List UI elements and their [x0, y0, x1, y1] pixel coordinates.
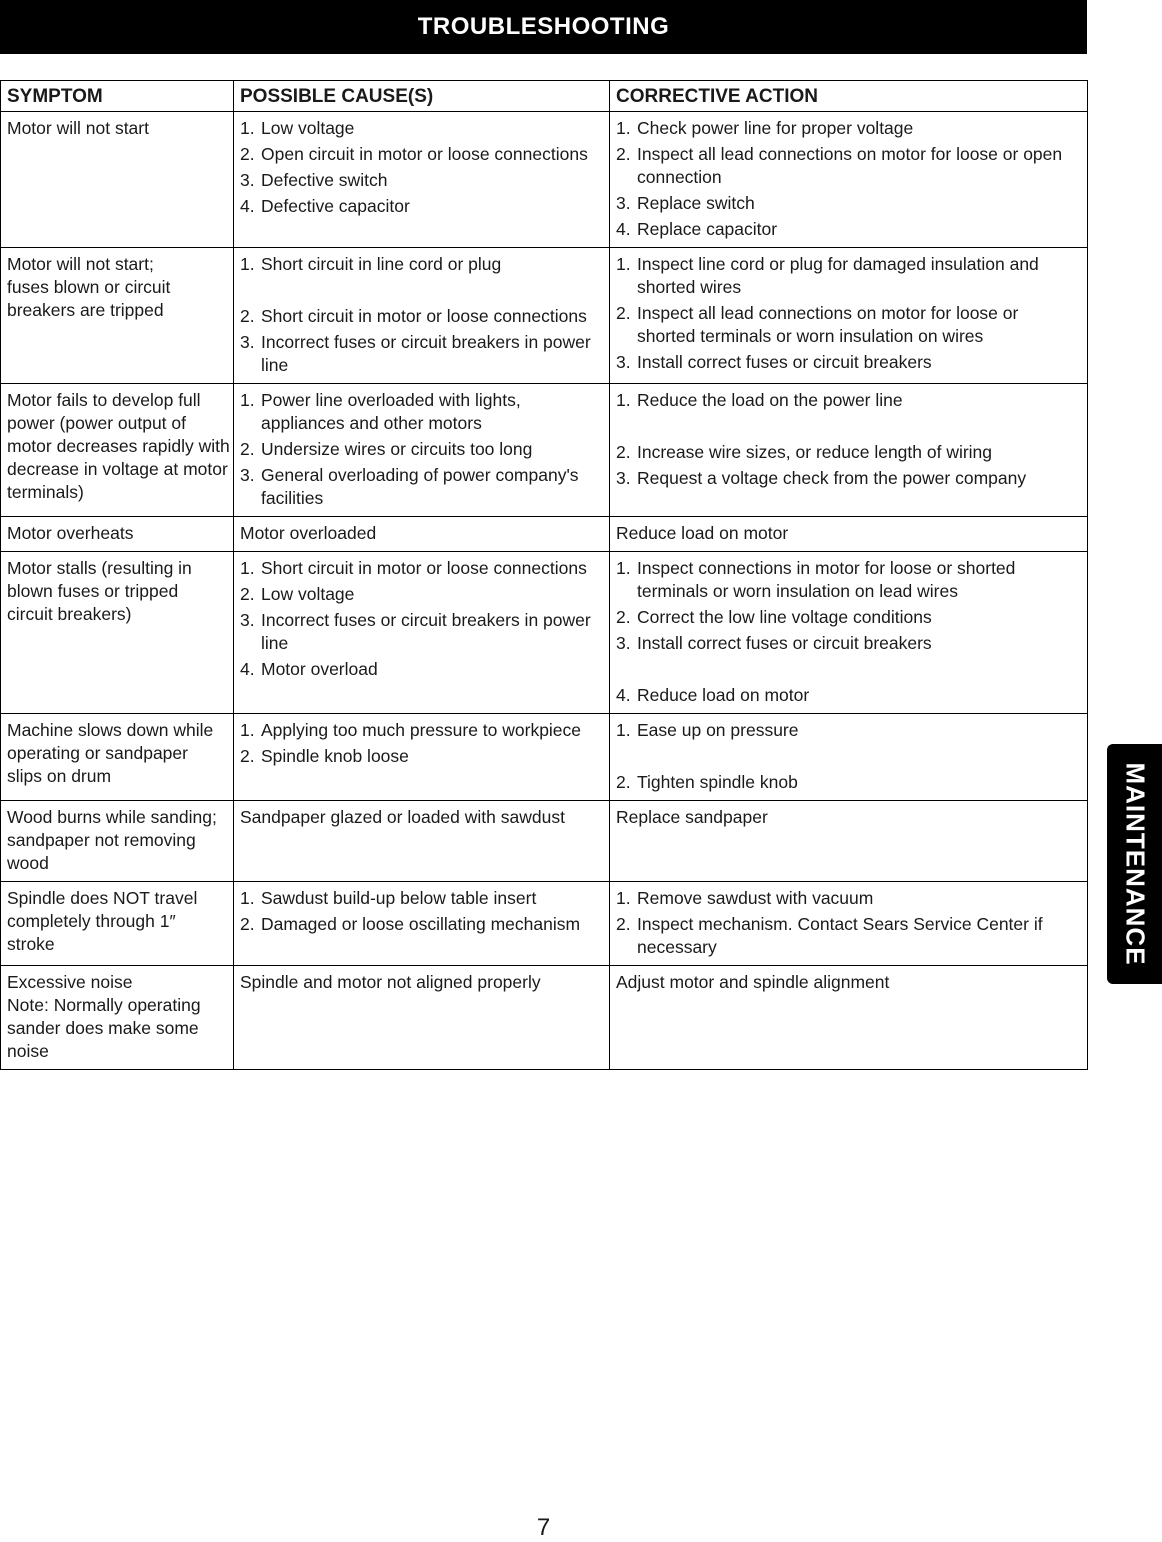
action-item: Ease up on pressure	[637, 720, 799, 740]
symptom-column-header: SYMPTOM	[1, 81, 234, 112]
table-row	[1, 552, 1088, 714]
symptom-cell: Motor will not start	[1, 112, 234, 248]
table-row	[1, 714, 1088, 801]
item-number: 1.	[240, 254, 255, 274]
page-number: 7	[536, 1514, 551, 1541]
item-number: 3.	[616, 633, 631, 653]
action-item: Replace switch	[637, 193, 755, 213]
section-tab	[1107, 744, 1162, 984]
action-item: Inspect all lead connections on motor for loose or open connection	[637, 144, 1063, 187]
cause-cell	[234, 552, 610, 714]
cause-cell: Sandpaper glazed or loaded with sawdust	[234, 801, 610, 882]
action-item: Check power line for proper voltage	[637, 118, 914, 138]
table-row	[1, 801, 1088, 882]
item-number: 4.	[616, 685, 631, 705]
cause-cell	[234, 882, 610, 966]
cause-item: Defective switch	[261, 170, 388, 190]
symptom-cell: Wood burns while sanding; sandpaper not removing wood	[1, 801, 234, 882]
item-number: 4.	[240, 196, 255, 216]
cause-item: Incorrect fuses or circuit breakers in power line	[261, 610, 591, 653]
action-item: Inspect mechanism. Contact Sears Service Center if necessary	[637, 914, 1043, 957]
cause-item: Incorrect fuses or circuit breakers in power line	[261, 332, 591, 375]
action-cell	[610, 384, 1088, 517]
item-number: 2.	[240, 306, 255, 326]
action-item: Request a voltage check from the power company	[637, 468, 1027, 488]
action-item: Remove sawdust with vacuum	[637, 888, 874, 908]
item-number: 1.	[240, 390, 255, 410]
item-number: 2.	[616, 442, 631, 462]
table-row	[1, 882, 1088, 966]
item-number: 1.	[616, 118, 631, 138]
item-number: 2.	[616, 607, 631, 627]
item-number: 3.	[616, 352, 631, 372]
item-number: 2.	[616, 772, 631, 792]
table-row	[1, 517, 1088, 552]
item-number: 2.	[240, 144, 255, 164]
cause-item: Power line overloaded with lights, appliances and other motors	[261, 390, 521, 433]
symptom-cell: Machine slows down while operating or sandpaper slips on drum	[1, 714, 234, 801]
item-number: 1.	[616, 720, 631, 740]
symptom-cell: Motor fails to develop full power (power output of motor decreases rapidly with decrease in voltage at motor terminals)	[1, 384, 234, 517]
item-number: 2.	[240, 746, 255, 766]
action-cell	[610, 714, 1088, 801]
item-number: 3.	[240, 332, 255, 352]
section-tab-label: MAINTENANCE	[1120, 762, 1150, 966]
action-cell	[610, 882, 1088, 966]
action-item: Inspect all lead connections on motor for loose or shorted terminals or worn insulation on wires	[637, 303, 1019, 346]
item-number: 2.	[616, 914, 631, 934]
item-number: 3.	[240, 465, 255, 485]
symptom-cell: Motor overheats	[1, 517, 234, 552]
cause-cell	[234, 714, 610, 801]
item-number: 2.	[240, 439, 255, 459]
cause-item: Low voltage	[261, 118, 355, 138]
item-number: 1.	[240, 118, 255, 138]
page-title: TROUBLESHOOTING	[0, 0, 1087, 54]
item-number: 1.	[616, 558, 631, 578]
action-item: Reduce load on motor	[637, 685, 810, 705]
table-row	[1, 112, 1088, 248]
action-item: Replace capacitor	[637, 219, 778, 239]
item-number: 3.	[616, 193, 631, 213]
action-item: Inspect line cord or plug for damaged insulation and shorted wires	[637, 254, 1039, 297]
cause-item: Short circuit in line cord or plug	[261, 254, 502, 274]
item-number: 2.	[616, 303, 631, 323]
item-number: 3.	[240, 610, 255, 630]
cause-column-header: POSSIBLE CAUSE(S)	[234, 81, 610, 112]
action-cell	[610, 552, 1088, 714]
item-number: 2.	[240, 914, 255, 934]
cause-item: Undersize wires or circuits too long	[261, 439, 533, 459]
symptom-cell: Excessive noise Note: Normally operating sander does make some noise	[1, 966, 234, 1070]
action-cell	[610, 248, 1088, 384]
action-item: Reduce the load on the power line	[637, 390, 903, 410]
item-number: 3.	[240, 170, 255, 190]
item-number: 4.	[240, 659, 255, 679]
action-cell: Adjust motor and spindle alignment	[610, 966, 1088, 1070]
table-row	[1, 966, 1088, 1070]
item-number: 1.	[240, 720, 255, 740]
symptom-cell: Spindle does NOT travel completely through 1″ stroke	[1, 882, 234, 966]
cause-item: Short circuit in motor or loose connections	[261, 558, 587, 578]
table-header-row	[1, 81, 1088, 112]
cause-item: Open circuit in motor or loose connections	[261, 144, 588, 164]
item-number: 1.	[616, 390, 631, 410]
item-number: 1.	[240, 888, 255, 908]
cause-item: Damaged or loose oscillating mechanism	[261, 914, 581, 934]
cause-item: Spindle knob loose	[261, 746, 409, 766]
cause-cell	[234, 384, 610, 517]
action-item: Tighten spindle knob	[637, 772, 798, 792]
action-item: Install correct fuses or circuit breakers	[637, 633, 932, 653]
table-row	[1, 384, 1088, 517]
item-number: 1.	[616, 254, 631, 274]
action-column-header: CORRECTIVE ACTION	[610, 81, 1088, 112]
symptom-cell: Motor will not start; fuses blown or circuit breakers are tripped	[1, 248, 234, 384]
item-number: 2.	[240, 584, 255, 604]
item-number: 1.	[240, 558, 255, 578]
action-cell	[610, 112, 1088, 248]
troubleshooting-table	[0, 80, 1088, 1070]
cause-cell	[234, 112, 610, 248]
action-cell: Reduce load on motor	[610, 517, 1088, 552]
item-number: 1.	[616, 888, 631, 908]
table-row	[1, 248, 1088, 384]
action-cell: Replace sandpaper	[610, 801, 1088, 882]
action-item: Correct the low line voltage conditions	[637, 607, 932, 627]
cause-item: Sawdust build-up below table insert	[261, 888, 537, 908]
cause-cell: Motor overloaded	[234, 517, 610, 552]
cause-item: Applying too much pressure to workpiece	[261, 720, 582, 740]
item-number: 3.	[616, 468, 631, 488]
action-item: Increase wire sizes, or reduce length of wiring	[637, 442, 993, 462]
symptom-cell: Motor stalls (resulting in blown fuses or tripped circuit breakers)	[1, 552, 234, 714]
item-number: 2.	[616, 144, 631, 164]
cause-item: Defective capacitor	[261, 196, 410, 216]
cause-item: Short circuit in motor or loose connections	[261, 306, 587, 326]
action-item: Install correct fuses or circuit breakers	[637, 352, 932, 372]
cause-item: Motor overload	[261, 659, 378, 679]
action-item: Inspect connections in motor for loose or shorted terminals or worn insulation on lead wires	[637, 558, 1016, 601]
item-number: 4.	[616, 219, 631, 239]
cause-item: Low voltage	[261, 584, 355, 604]
cause-item: General overloading of power company's facilities	[261, 465, 579, 508]
cause-cell	[234, 248, 610, 384]
cause-cell: Spindle and motor not aligned properly	[234, 966, 610, 1070]
